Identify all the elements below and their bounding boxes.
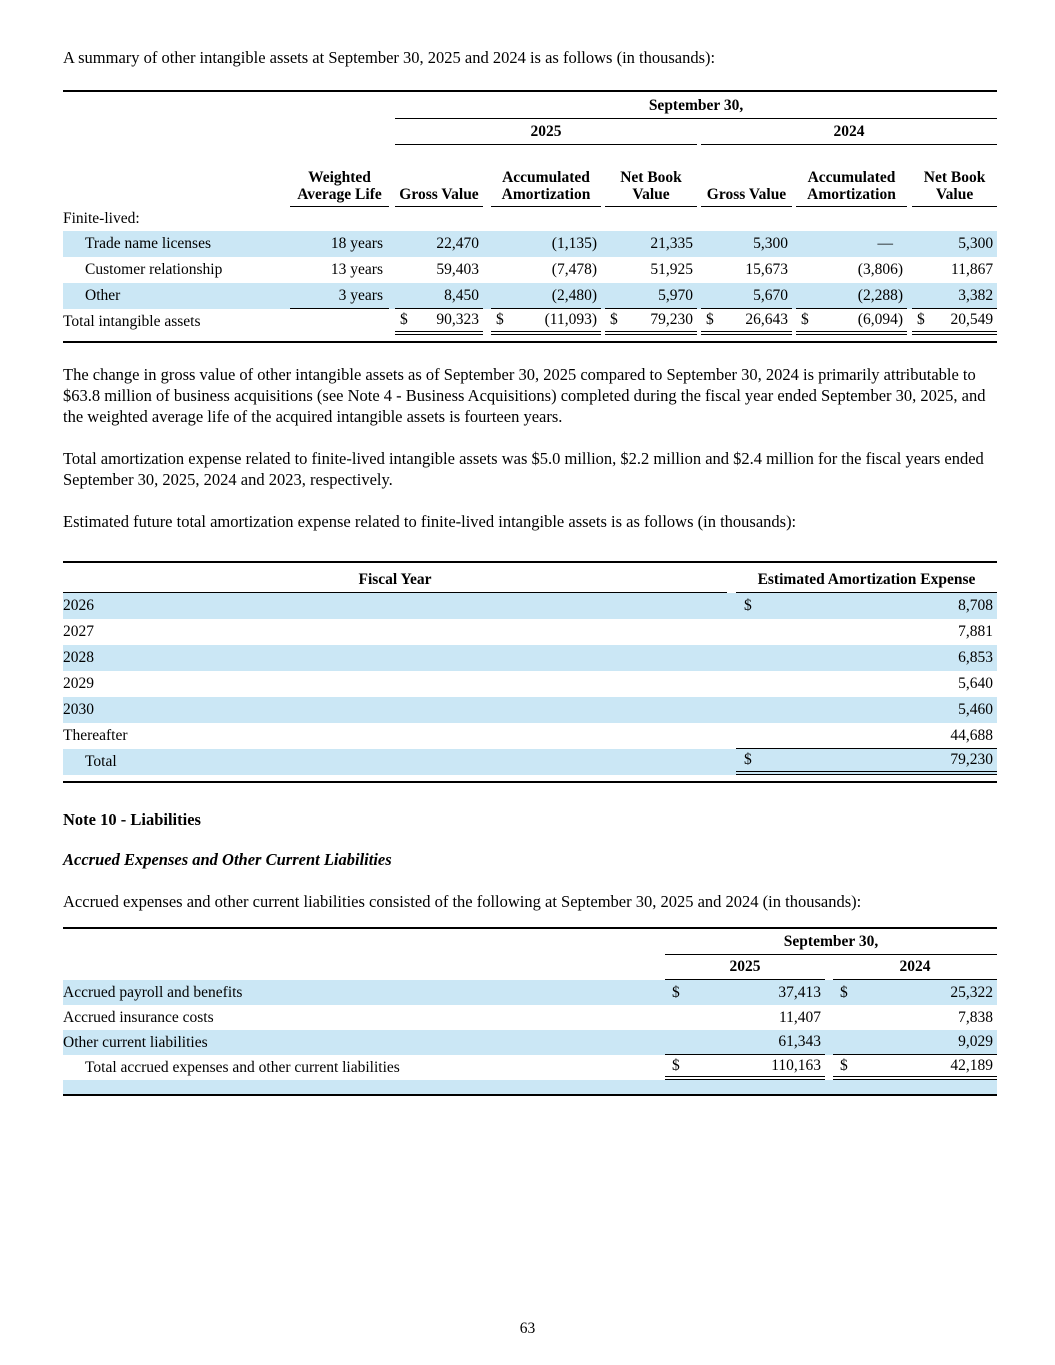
expense-cell: 44,688 <box>736 723 997 749</box>
year-2025-header: 2025 <box>665 955 825 980</box>
finite-lived-section-row <box>63 207 997 231</box>
row-label: Trade name licenses <box>85 235 211 252</box>
total-value-2025-cell: $ 110,163 <box>665 1055 825 1080</box>
accumulated-amortization-2024-header: Accumulated Amortization <box>796 145 907 207</box>
intangible-row-trade-name-licenses <box>63 231 997 257</box>
dollar-sign: $ <box>840 983 848 1001</box>
intangible-total-row <box>63 309 997 335</box>
amortization-row-2030 <box>63 697 997 723</box>
table-header-row <box>63 929 997 955</box>
accrued-liabilities-table <box>63 927 997 1096</box>
row-label: Other <box>85 287 121 304</box>
fiscal-year-cell: 2030 <box>63 701 94 718</box>
total-net-book-value-2024-cell: $ 20,549 <box>912 309 997 335</box>
weighted-average-life-cell: 18 years <box>330 235 383 252</box>
gross-value-2025-cell: 8,450 <box>395 283 483 309</box>
net-book-value-2024-cell: 5,300 <box>958 235 994 252</box>
dollar-sign: $ <box>706 311 714 328</box>
dollar-sign: $ <box>801 311 809 328</box>
amortization-row-thereafter <box>63 723 997 749</box>
value-2025-cell: 11,407 <box>778 1008 821 1026</box>
value-2024-cell: 7,838 <box>958 1008 994 1026</box>
accrued-liabilities-subheading: Accrued Expenses and Other Current Liabilities <box>63 850 392 869</box>
row-label: Customer relationship <box>85 261 223 278</box>
fiscal-year-cell: Thereafter <box>63 727 128 744</box>
amortization-row-2028 <box>63 645 997 671</box>
table-year-row <box>63 955 997 980</box>
value-2025-cell: 61,343 <box>665 1030 825 1055</box>
accumulated-amortization-2025-cell: (1,135) <box>551 235 597 252</box>
table-column-header-row <box>63 145 997 207</box>
fiscal-year-header: Fiscal Year <box>63 563 727 593</box>
amortization-expense-paragraph: Total amortization expense related to finite-lived intangible assets was $5.0 million, $2.2 million and $2.4 million for the fiscal years ended September 30, 2025, 2024 and 2023, respectively. <box>63 449 984 489</box>
total-gross-value-2024-cell: $ 26,643 <box>701 309 792 335</box>
expense-cell: 7,881 <box>958 623 993 640</box>
note-10-heading: Note 10 - Liabilities <box>63 810 201 829</box>
page-number: 63 <box>519 1320 536 1337</box>
net-book-value-2024-cell: 11,867 <box>951 261 994 278</box>
september-30-span-header: September 30, <box>395 92 997 119</box>
total-expense-cell: $ 79,230 <box>736 749 997 775</box>
future-amortization-paragraph: Estimated future total amortization expense related to finite-lived intangible assets is as follows (in thousands): <box>63 512 797 531</box>
value-2024-cell: $ 25,322 <box>833 980 997 1005</box>
gross-value-2024-cell: 15,673 <box>745 261 788 278</box>
total-label: Total <box>85 753 117 770</box>
accrued-intro-paragraph: Accrued expenses and other current liabilities consisted of the following at September 30, 2025 and 2024 (in thousands): <box>63 892 862 911</box>
intangible-row-customer-relationship <box>63 257 997 283</box>
amortization-row-2027 <box>63 619 997 645</box>
total-accumulated-amortization-2025-cell: $ (11,093) <box>491 309 601 335</box>
accumulated-amortization-2025-header: Accumulated Amortization <box>491 145 601 207</box>
expense-cell: $ 8,708 <box>736 593 997 619</box>
year-2025-header: 2025 <box>395 119 697 145</box>
accumulated-amortization-2025-cell: (2,480) <box>491 283 601 309</box>
expense-cell: 6,853 <box>958 649 993 666</box>
accrued-row-payroll <box>63 980 997 1005</box>
future-amortization-table <box>63 561 997 783</box>
estimated-amortization-expense-header: Estimated Amortization Expense <box>736 563 997 593</box>
row-label: Accrued payroll and benefits <box>63 983 243 1001</box>
gross-value-2025-cell: 22,470 <box>436 235 479 252</box>
weighted-average-life-cell: 13 years <box>330 261 383 278</box>
gross-value-change-paragraph: The change in gross value of other intangible assets as of September 30, 2025 compared to September 30, 2024 is primarily attributable to $63.8 million of business acquisitions (see Note 4 - Business Acquisitions) completed during the fiscal year ended September 30, 2025, and the weighted average life of the acquired intangible assets is fourteen years. <box>63 365 986 426</box>
total-label: Total accrued expenses and other current liabilities <box>85 1058 400 1076</box>
accrued-total-row <box>63 1055 997 1080</box>
table-header-row <box>63 563 997 593</box>
intangible-row-other <box>63 283 997 309</box>
dollar-sign: $ <box>672 983 680 1001</box>
total-net-book-value-2025-cell: $ 79,230 <box>605 309 697 335</box>
accrued-row-insurance <box>63 1005 997 1030</box>
dollar-sign: $ <box>672 1056 680 1074</box>
intangible-assets-table <box>63 90 997 343</box>
dollar-sign: $ <box>496 311 504 328</box>
net-book-value-2025-cell: 21,335 <box>650 235 693 252</box>
dollar-sign: $ <box>917 311 925 328</box>
fiscal-year-cell: 2029 <box>63 675 94 692</box>
dollar-sign: $ <box>840 1056 848 1074</box>
fiscal-year-cell: 2028 <box>63 649 94 666</box>
fiscal-year-cell: 2026 <box>63 597 94 614</box>
year-2024-header: 2024 <box>833 955 997 980</box>
net-book-value-2024-cell: 3,382 <box>912 283 997 309</box>
dollar-sign: $ <box>744 751 752 768</box>
dollar-sign: $ <box>610 311 618 328</box>
weighted-average-life-cell: 3 years <box>290 283 389 309</box>
gross-value-2024-cell: 5,300 <box>753 235 788 252</box>
september-30-span-header: September 30, <box>665 929 997 955</box>
gross-value-2024-header: Gross Value <box>701 145 792 207</box>
year-2024-header: 2024 <box>701 119 997 145</box>
net-book-value-2024-header: Net Book Value <box>912 145 997 207</box>
dollar-sign: $ <box>400 311 408 328</box>
row-label: Other current liabilities <box>63 1033 208 1051</box>
accrued-row-other <box>63 1030 997 1055</box>
net-book-value-2025-header: Net Book Value <box>605 145 697 207</box>
weighted-average-life-header: Weighted Average Life <box>290 145 389 207</box>
fiscal-year-cell: 2027 <box>63 623 94 640</box>
gross-value-2025-header: Gross Value <box>395 145 483 207</box>
accumulated-amortization-2024-cell: (3,806) <box>857 261 903 278</box>
amortization-row-2029 <box>63 671 997 697</box>
document-page <box>63 47 997 1096</box>
total-label: Total intangible assets <box>63 313 201 330</box>
gross-value-2025-cell: 59,403 <box>436 261 479 278</box>
expense-cell: 5,640 <box>958 675 993 692</box>
amortization-total-row <box>63 749 997 775</box>
gross-value-2024-cell: 5,670 <box>701 283 792 309</box>
accumulated-amortization-2024-cell: — <box>877 235 893 252</box>
total-accumulated-amortization-2024-cell: $ (6,094) <box>796 309 907 335</box>
total-gross-value-2025-cell: $ 90,323 <box>395 309 483 335</box>
row-label: Accrued insurance costs <box>63 1008 214 1026</box>
net-book-value-2025-cell: 51,925 <box>650 261 693 278</box>
value-2024-cell: 9,029 <box>833 1030 997 1055</box>
accumulated-amortization-2025-cell: (7,478) <box>551 261 597 278</box>
summary-intro-paragraph: A summary of other intangible assets at September 30, 2025 and 2024 is as follows (in thousands): <box>63 48 716 67</box>
table-year-row <box>63 119 997 145</box>
accumulated-amortization-2024-cell: (2,288) <box>796 283 907 309</box>
table-header-row <box>63 92 997 119</box>
finite-lived-section-label: Finite-lived: <box>63 210 140 227</box>
total-value-2024-cell: $ 42,189 <box>833 1055 997 1080</box>
net-book-value-2025-cell: 5,970 <box>605 283 697 309</box>
value-2025-cell: $ 37,413 <box>665 980 825 1005</box>
dollar-sign: $ <box>744 597 752 614</box>
amortization-row-2026 <box>63 593 997 619</box>
expense-cell: 5,460 <box>958 701 993 718</box>
